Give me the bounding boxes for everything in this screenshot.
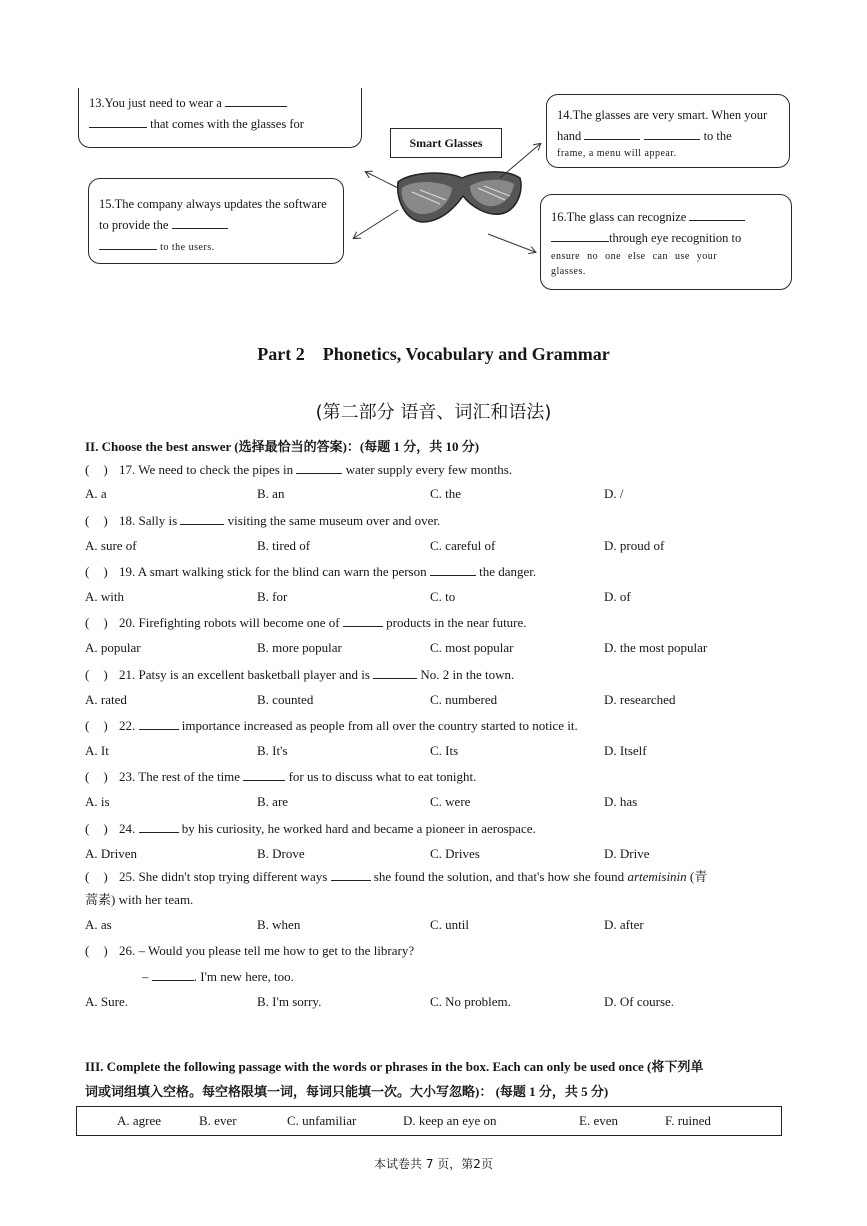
answer-blank (152, 968, 194, 981)
question-text: the danger. (479, 564, 537, 579)
question-number: 21. (119, 667, 136, 682)
paren-open: ( (85, 769, 90, 784)
answer-paren (85, 869, 115, 885)
paren-open: ( (85, 615, 90, 630)
question-text: She didn't stop trying different ways (138, 869, 328, 884)
word-option: B. ever (199, 1113, 237, 1128)
option-a: A. rated (85, 692, 127, 707)
option-d: D. proud of (604, 538, 665, 553)
option-c: C. until (430, 917, 470, 932)
diagram-box-14: 14.The glasses are very smart. When your hand to the frame, a menu will appear. (546, 94, 790, 168)
option-d: D. Itself (604, 743, 647, 758)
paren-close: ) (103, 943, 108, 958)
question-21 (85, 666, 514, 683)
answer-blank (296, 461, 342, 474)
question-20 (85, 614, 527, 631)
word-option: C. unfamiliar (287, 1113, 357, 1128)
section-2-title: II. Choose the best answer (选择最恰当的答案)：(每题 1 分，共 10 分) (85, 439, 480, 454)
option-b: B. It's (257, 743, 288, 758)
option-b: B. I'm sorry. (257, 994, 322, 1009)
option-b: B. tired of (257, 538, 311, 553)
paren-close: ) (103, 513, 108, 528)
option-c: C. the (430, 486, 462, 501)
section-3-title: III. Complete the following passage with the words or phrases in the box. Each can only be used once (将下列单 词或词组填入空格。每空格限填一词，每词只能填一次。大小写忽略)： (每题 1 分，共 5 分) (85, 1059, 704, 1099)
question-text: Sally is (138, 513, 178, 528)
reply-dash: – (142, 969, 149, 984)
question-text: Firefighting robots will become one of (138, 615, 340, 630)
question-text: products in the near future. (386, 615, 527, 630)
option-d: D. has (604, 794, 638, 809)
question-continuation (85, 889, 193, 908)
paren-open: ( (85, 869, 90, 884)
paren-close: ) (103, 821, 108, 836)
paren-open: ( (85, 667, 90, 682)
option-d: D. after (604, 917, 644, 932)
paren-close: ) (103, 769, 108, 784)
answer-paren (85, 769, 115, 785)
question-text: Patsy is an excellent basketball player and is (138, 667, 370, 682)
option-b: B. Drove (257, 846, 305, 861)
option-d: D. of (604, 589, 631, 604)
paren-open: ( (85, 718, 90, 733)
smart-glasses-label: Smart Glasses (390, 128, 502, 158)
option-c: C. numbered (430, 692, 498, 707)
option-d: D. / (604, 486, 624, 501)
question-22 (85, 717, 578, 734)
question-text: 蒿素) with her team. (85, 892, 194, 907)
paren-open: ( (85, 821, 90, 836)
part-cn-title: (第二部分 语音、词汇和语法) (315, 402, 552, 423)
question-text: importance increased as people from all over the country started to notice it. (181, 718, 578, 733)
option-a: A. Sure. (85, 994, 128, 1009)
question-19 (85, 563, 536, 580)
option-d: D. the most popular (604, 640, 708, 655)
option-d: D. researched (604, 692, 676, 707)
diagram-box-13: 13.You just need to wear a that comes with the glasses for (78, 88, 362, 148)
option-b: B. when (257, 917, 301, 932)
question-italic: artemisinin (627, 869, 687, 884)
option-b: B. more popular (257, 640, 342, 655)
option-b: B. counted (257, 692, 314, 707)
option-c: C. most popular (430, 640, 514, 655)
diagram-box-16: 16.The glass can recognize through eye recognition to ensure no one else can use your glasses. (540, 194, 792, 290)
question-text: for us to discuss what to eat tonight. (288, 769, 477, 784)
answer-blank (430, 563, 476, 576)
question-number: 23. (119, 769, 136, 784)
question-number: 24. (119, 821, 136, 836)
paren-close: ) (103, 667, 108, 682)
question-17 (85, 461, 512, 478)
question-24 (85, 820, 536, 837)
answer-paren (85, 564, 115, 580)
answer-blank (373, 666, 417, 679)
word-option: D. keep an eye on (403, 1113, 497, 1128)
question-number: 18. (119, 513, 136, 528)
question-text: A smart walking stick for the blind can warn the person (137, 564, 427, 579)
question-text: No. 2 in the town. (420, 667, 515, 682)
option-a: A. as (85, 917, 112, 932)
question-number: 22. (119, 718, 136, 733)
question-number: 19. (119, 564, 136, 579)
option-a: A. a (85, 486, 107, 501)
question-number: 26. (119, 943, 136, 958)
answer-paren (85, 718, 115, 734)
option-a: A. It (85, 743, 109, 758)
paren-close: ) (103, 615, 108, 630)
option-c: C. to (430, 589, 456, 604)
option-c: C. Drives (430, 846, 480, 861)
option-a: A. is (85, 794, 110, 809)
question-cn: (青 (689, 869, 708, 884)
option-b: B. are (257, 794, 289, 809)
option-a: A. with (85, 589, 124, 604)
word-box (76, 1106, 782, 1136)
question-text: We need to check the pipes in (138, 462, 294, 477)
option-b: B. for (257, 589, 288, 604)
option-c: C. No problem. (430, 994, 511, 1009)
word-option: E. even (579, 1113, 618, 1128)
word-option: A. agree (117, 1113, 162, 1128)
option-c: C. careful of (430, 538, 496, 553)
option-a: A. sure of (85, 538, 137, 553)
option-a: A. popular (85, 640, 141, 655)
question-text: by his curiosity, he worked hard and became a pioneer in aerospace. (181, 821, 536, 836)
question-text: The rest of the time (138, 769, 241, 784)
question-reply (142, 968, 294, 985)
page-footer: 本试卷共 7 页，第2页 (374, 1157, 493, 1171)
option-b: B. an (257, 486, 285, 501)
paren-close: ) (103, 462, 108, 477)
word-option: F. ruined (665, 1113, 711, 1128)
paren-close: ) (103, 564, 108, 579)
option-d: D. Of course. (604, 994, 675, 1009)
question-18 (85, 512, 440, 529)
part-title: Part 2 Phonetics, Vocabulary and Grammar (257, 344, 610, 364)
option-c: C. Its (430, 743, 459, 758)
option-d: D. Drive (604, 846, 650, 861)
question-26 (85, 943, 414, 959)
paren-close: ) (103, 718, 108, 733)
paren-close: ) (103, 869, 108, 884)
answer-paren (85, 615, 115, 631)
diagram-box-15: 15.The company always updates the software to provide the to the users. (88, 178, 344, 264)
question-text: . I'm new here, too. (193, 969, 294, 984)
paren-open: ( (85, 462, 90, 477)
question-text: water supply every few months. (345, 462, 513, 477)
question-text: – Would you please tell me how to get to the library? (138, 943, 415, 958)
question-25 (85, 866, 707, 885)
answer-blank (243, 768, 285, 781)
question-number: 20. (119, 615, 136, 630)
answer-blank (180, 512, 224, 525)
question-text: visiting the same museum over and over. (227, 513, 441, 528)
paren-open: ( (85, 513, 90, 528)
option-c: C. were (430, 794, 471, 809)
answer-blank (139, 717, 179, 730)
question-text: she found the solution, and that's how she found (373, 869, 625, 884)
answer-paren (85, 943, 115, 959)
answer-blank (343, 614, 383, 627)
answer-paren (85, 513, 115, 529)
option-a: A. Driven (85, 846, 137, 861)
paren-open: ( (85, 564, 90, 579)
question-23 (85, 768, 476, 785)
paren-open: ( (85, 943, 90, 958)
question-number: 25. (119, 869, 136, 884)
glasses-icon (398, 172, 521, 222)
answer-paren (85, 462, 115, 478)
answer-paren (85, 821, 115, 837)
answer-paren (85, 667, 115, 683)
answer-blank (331, 868, 371, 881)
question-number: 17. (119, 462, 136, 477)
answer-blank (139, 820, 179, 833)
